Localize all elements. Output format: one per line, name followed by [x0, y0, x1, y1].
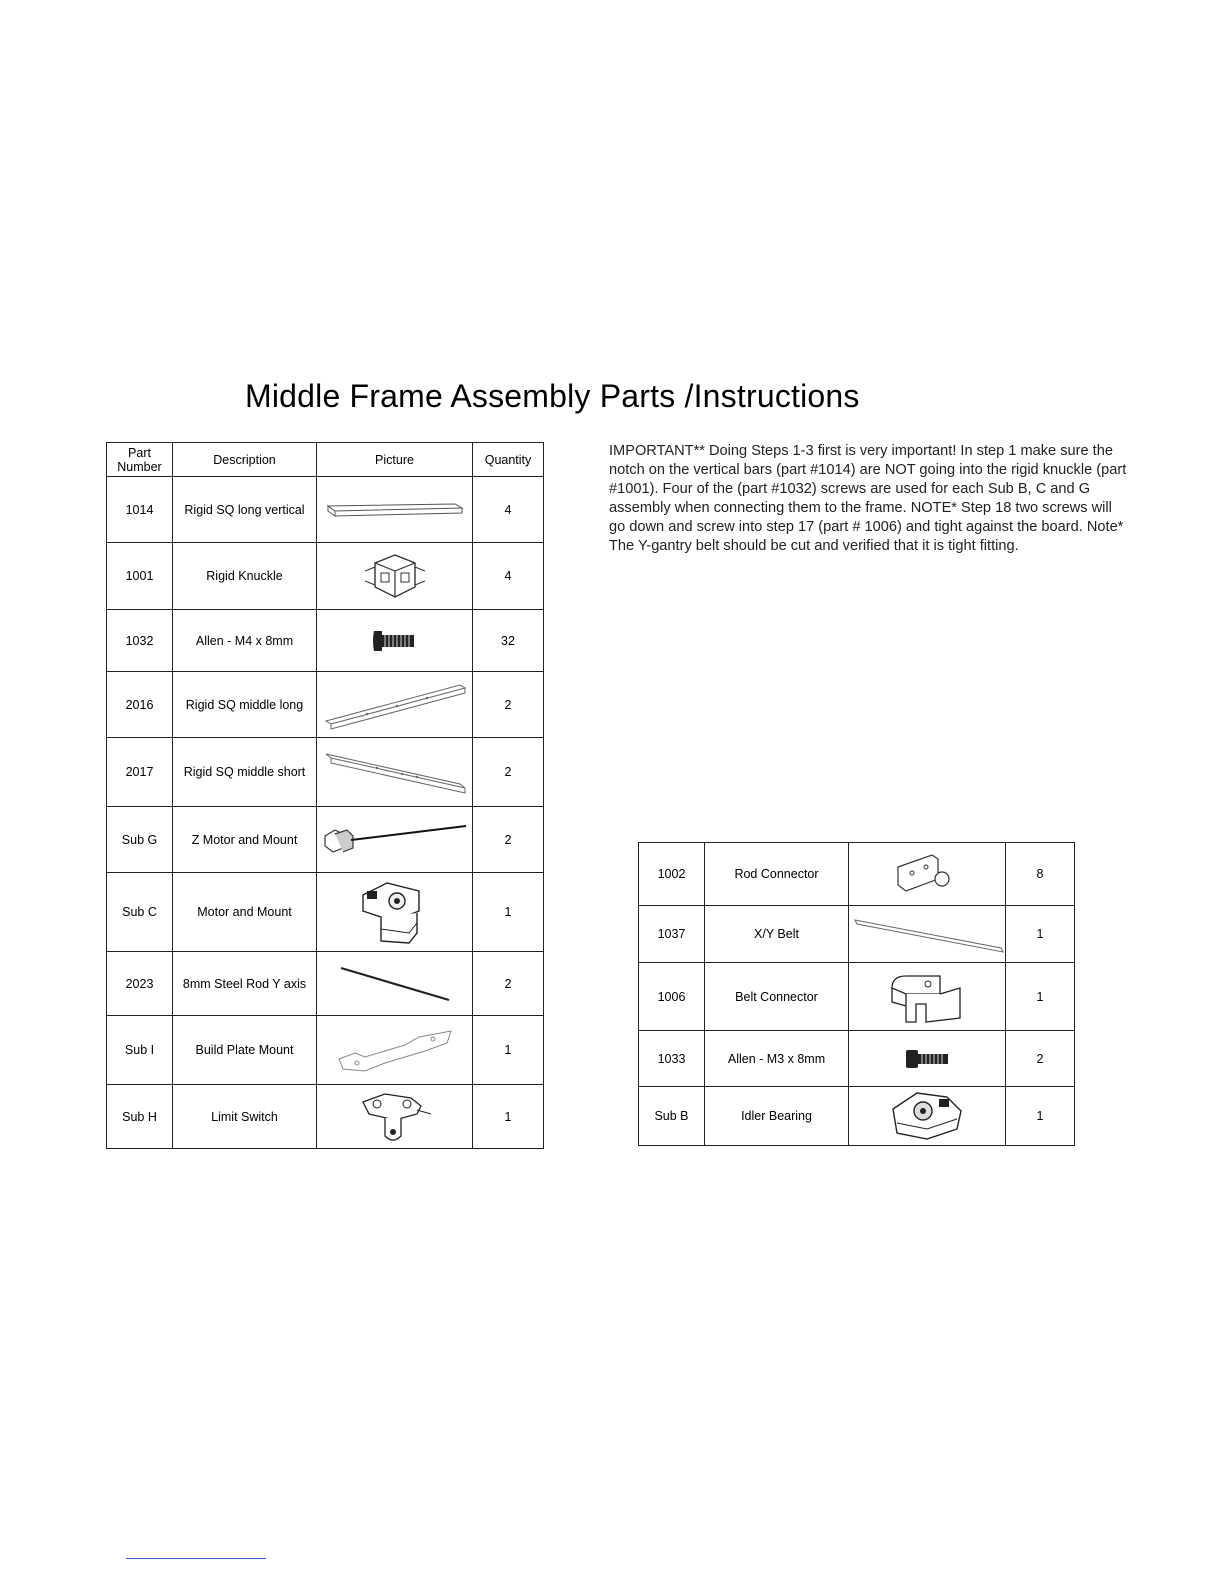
table-row: [639, 843, 1075, 906]
part-quantity: 2: [473, 672, 544, 738]
part-number: 1006: [639, 963, 705, 1031]
rod-connector-icon: [892, 849, 962, 899]
part-picture: [849, 1087, 1006, 1146]
part-number: 1032: [107, 610, 173, 672]
part-quantity: 1: [473, 1085, 544, 1149]
part-quantity: 1: [1006, 906, 1075, 963]
part-picture: [317, 738, 473, 807]
table-header-row: [107, 443, 544, 477]
part-number: 1033: [639, 1031, 705, 1087]
z-motor-icon: [321, 822, 469, 858]
part-quantity: 4: [473, 477, 544, 543]
part-number: Sub B: [639, 1087, 705, 1146]
footnote-separator: [126, 1558, 266, 1559]
part-description: Rigid SQ middle short: [173, 738, 317, 807]
table-row: [107, 672, 544, 738]
table-row: [107, 952, 544, 1016]
knuckle-icon: [355, 551, 435, 601]
part-description: Belt Connector: [705, 963, 849, 1031]
part-picture: [317, 1016, 473, 1085]
part-number: Sub G: [107, 807, 173, 873]
build-plate-icon: [335, 1025, 455, 1075]
part-description: Rigid Knuckle: [173, 543, 317, 610]
part-description: Limit Switch: [173, 1085, 317, 1149]
part-description: Rigid SQ long vertical: [173, 477, 317, 543]
middle-long-bar-icon: [322, 677, 467, 733]
idler-bearing-icon: [887, 1089, 967, 1143]
table-row: [107, 807, 544, 873]
part-number: 1001: [107, 543, 173, 610]
table-row: [107, 873, 544, 952]
part-quantity: 1: [473, 873, 544, 952]
part-description: Idler Bearing: [705, 1087, 849, 1146]
table-row: [639, 906, 1075, 963]
part-picture: [849, 963, 1006, 1031]
middle-short-bar-icon: [322, 744, 467, 800]
motor-mount-icon: [353, 877, 437, 947]
part-description: Motor and Mount: [173, 873, 317, 952]
page-title: Middle Frame Assembly Parts /Instructions: [245, 378, 860, 414]
header-description: Description: [173, 443, 317, 477]
part-quantity: 4: [473, 543, 544, 610]
part-number: 2017: [107, 738, 173, 807]
part-quantity: 1: [1006, 1087, 1075, 1146]
part-description: Allen - M4 x 8mm: [173, 610, 317, 672]
belt-connector-icon: [886, 968, 968, 1026]
important-note: IMPORTANT** Doing Steps 1-3 first is very important! In step 1 make sure the notch on the vertical bars (part #1014) are NOT going into the rigid knuckle (part #1001). Four of the (part #1032) screws are used for each Sub B, C and G assembly when connecting them to the frame. NOTE* Step 18 two screws will go down and screw into step 17 (part # 1006) and tight against the board. Note* The Y-gantry belt should be cut and verified that it is tight fitting.: [609, 443, 1127, 554]
part-quantity: 2: [473, 952, 544, 1016]
part-picture: [317, 952, 473, 1016]
part-number: Sub H: [107, 1085, 173, 1149]
steel-rod-icon: [335, 962, 455, 1006]
part-quantity: 2: [473, 807, 544, 873]
parts-table-right: [638, 842, 1075, 1146]
part-number: Sub C: [107, 873, 173, 952]
part-picture: [317, 807, 473, 873]
part-quantity: 2: [473, 738, 544, 807]
table-row: [107, 477, 544, 543]
part-quantity: 32: [473, 610, 544, 672]
table-row: [107, 1016, 544, 1085]
part-number: 1002: [639, 843, 705, 906]
part-description: X/Y Belt: [705, 906, 849, 963]
long-vertical-bar-icon: [325, 500, 465, 520]
table-row: [639, 1031, 1075, 1087]
m3-screw-icon: [902, 1047, 952, 1071]
part-picture: [317, 477, 473, 543]
part-description: Z Motor and Mount: [173, 807, 317, 873]
part-number: Sub I: [107, 1016, 173, 1085]
part-description: Allen - M3 x 8mm: [705, 1031, 849, 1087]
belt-icon: [853, 912, 1005, 956]
table-row: [107, 543, 544, 610]
header-quantity: Quantity: [473, 443, 544, 477]
header-part-number: Part Number: [107, 443, 173, 477]
part-description: Rigid SQ middle long: [173, 672, 317, 738]
part-picture: [317, 672, 473, 738]
limit-switch-icon: [355, 1088, 435, 1146]
table-row: [107, 1085, 544, 1149]
part-quantity: 2: [1006, 1031, 1075, 1087]
part-number: 1037: [639, 906, 705, 963]
part-description: Build Plate Mount: [173, 1016, 317, 1085]
screw-icon: [370, 626, 420, 656]
part-picture: [317, 873, 473, 952]
part-number: 2016: [107, 672, 173, 738]
part-quantity: 1: [1006, 963, 1075, 1031]
table-row: [107, 738, 544, 807]
table-row: [107, 610, 544, 672]
part-quantity: 8: [1006, 843, 1075, 906]
part-picture: [849, 1031, 1006, 1087]
part-picture: [317, 543, 473, 610]
parts-table-left: [106, 442, 544, 1149]
table-row: [639, 963, 1075, 1031]
header-picture: Picture: [317, 443, 473, 477]
part-quantity: 1: [473, 1016, 544, 1085]
part-picture: [317, 610, 473, 672]
part-number: 2023: [107, 952, 173, 1016]
part-description: 8mm Steel Rod Y axis: [173, 952, 317, 1016]
part-picture: [849, 843, 1006, 906]
part-number: 1014: [107, 477, 173, 543]
part-description: Rod Connector: [705, 843, 849, 906]
part-picture: [317, 1085, 473, 1149]
part-picture: [849, 906, 1006, 963]
table-row: [639, 1087, 1075, 1146]
